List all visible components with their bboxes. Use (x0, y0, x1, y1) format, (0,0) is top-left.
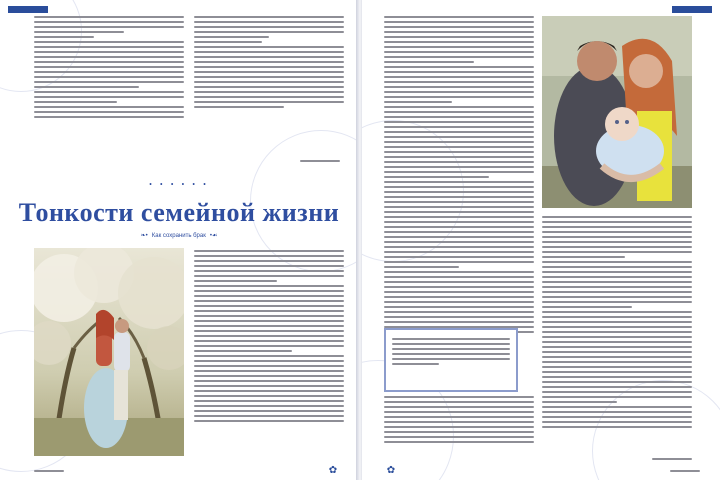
pull-quote (384, 328, 518, 392)
author-signature (300, 160, 340, 162)
ornament-icon: ❧• (140, 233, 148, 239)
text-column (542, 216, 692, 428)
section-tab (672, 6, 712, 13)
page-footer-line (670, 470, 700, 472)
text-column (384, 396, 534, 443)
author-signature (652, 458, 692, 460)
pull-quote-text (392, 338, 510, 365)
text-column (384, 16, 534, 333)
text-column (194, 250, 344, 422)
text-column (34, 16, 184, 118)
article-subtitle (0, 232, 358, 239)
right-page (362, 0, 720, 480)
section-tab (8, 6, 48, 13)
subtitle-text: Как сохранить брак (151, 233, 206, 239)
article-title: Тонкости семейной жизни (18, 198, 340, 227)
ornament-icon: •☙ (209, 233, 218, 239)
family-baby-image (542, 16, 692, 208)
flower-icon: ✿ (328, 465, 338, 476)
page-footer-line (34, 470, 64, 472)
article-photo (34, 248, 184, 456)
left-page (0, 0, 358, 480)
flower-icon: ✿ (386, 465, 396, 476)
article-photo (542, 16, 692, 208)
orchard-couple-image (34, 248, 184, 456)
ornament-dots: • • • • • • (149, 180, 209, 189)
text-column (194, 16, 344, 108)
